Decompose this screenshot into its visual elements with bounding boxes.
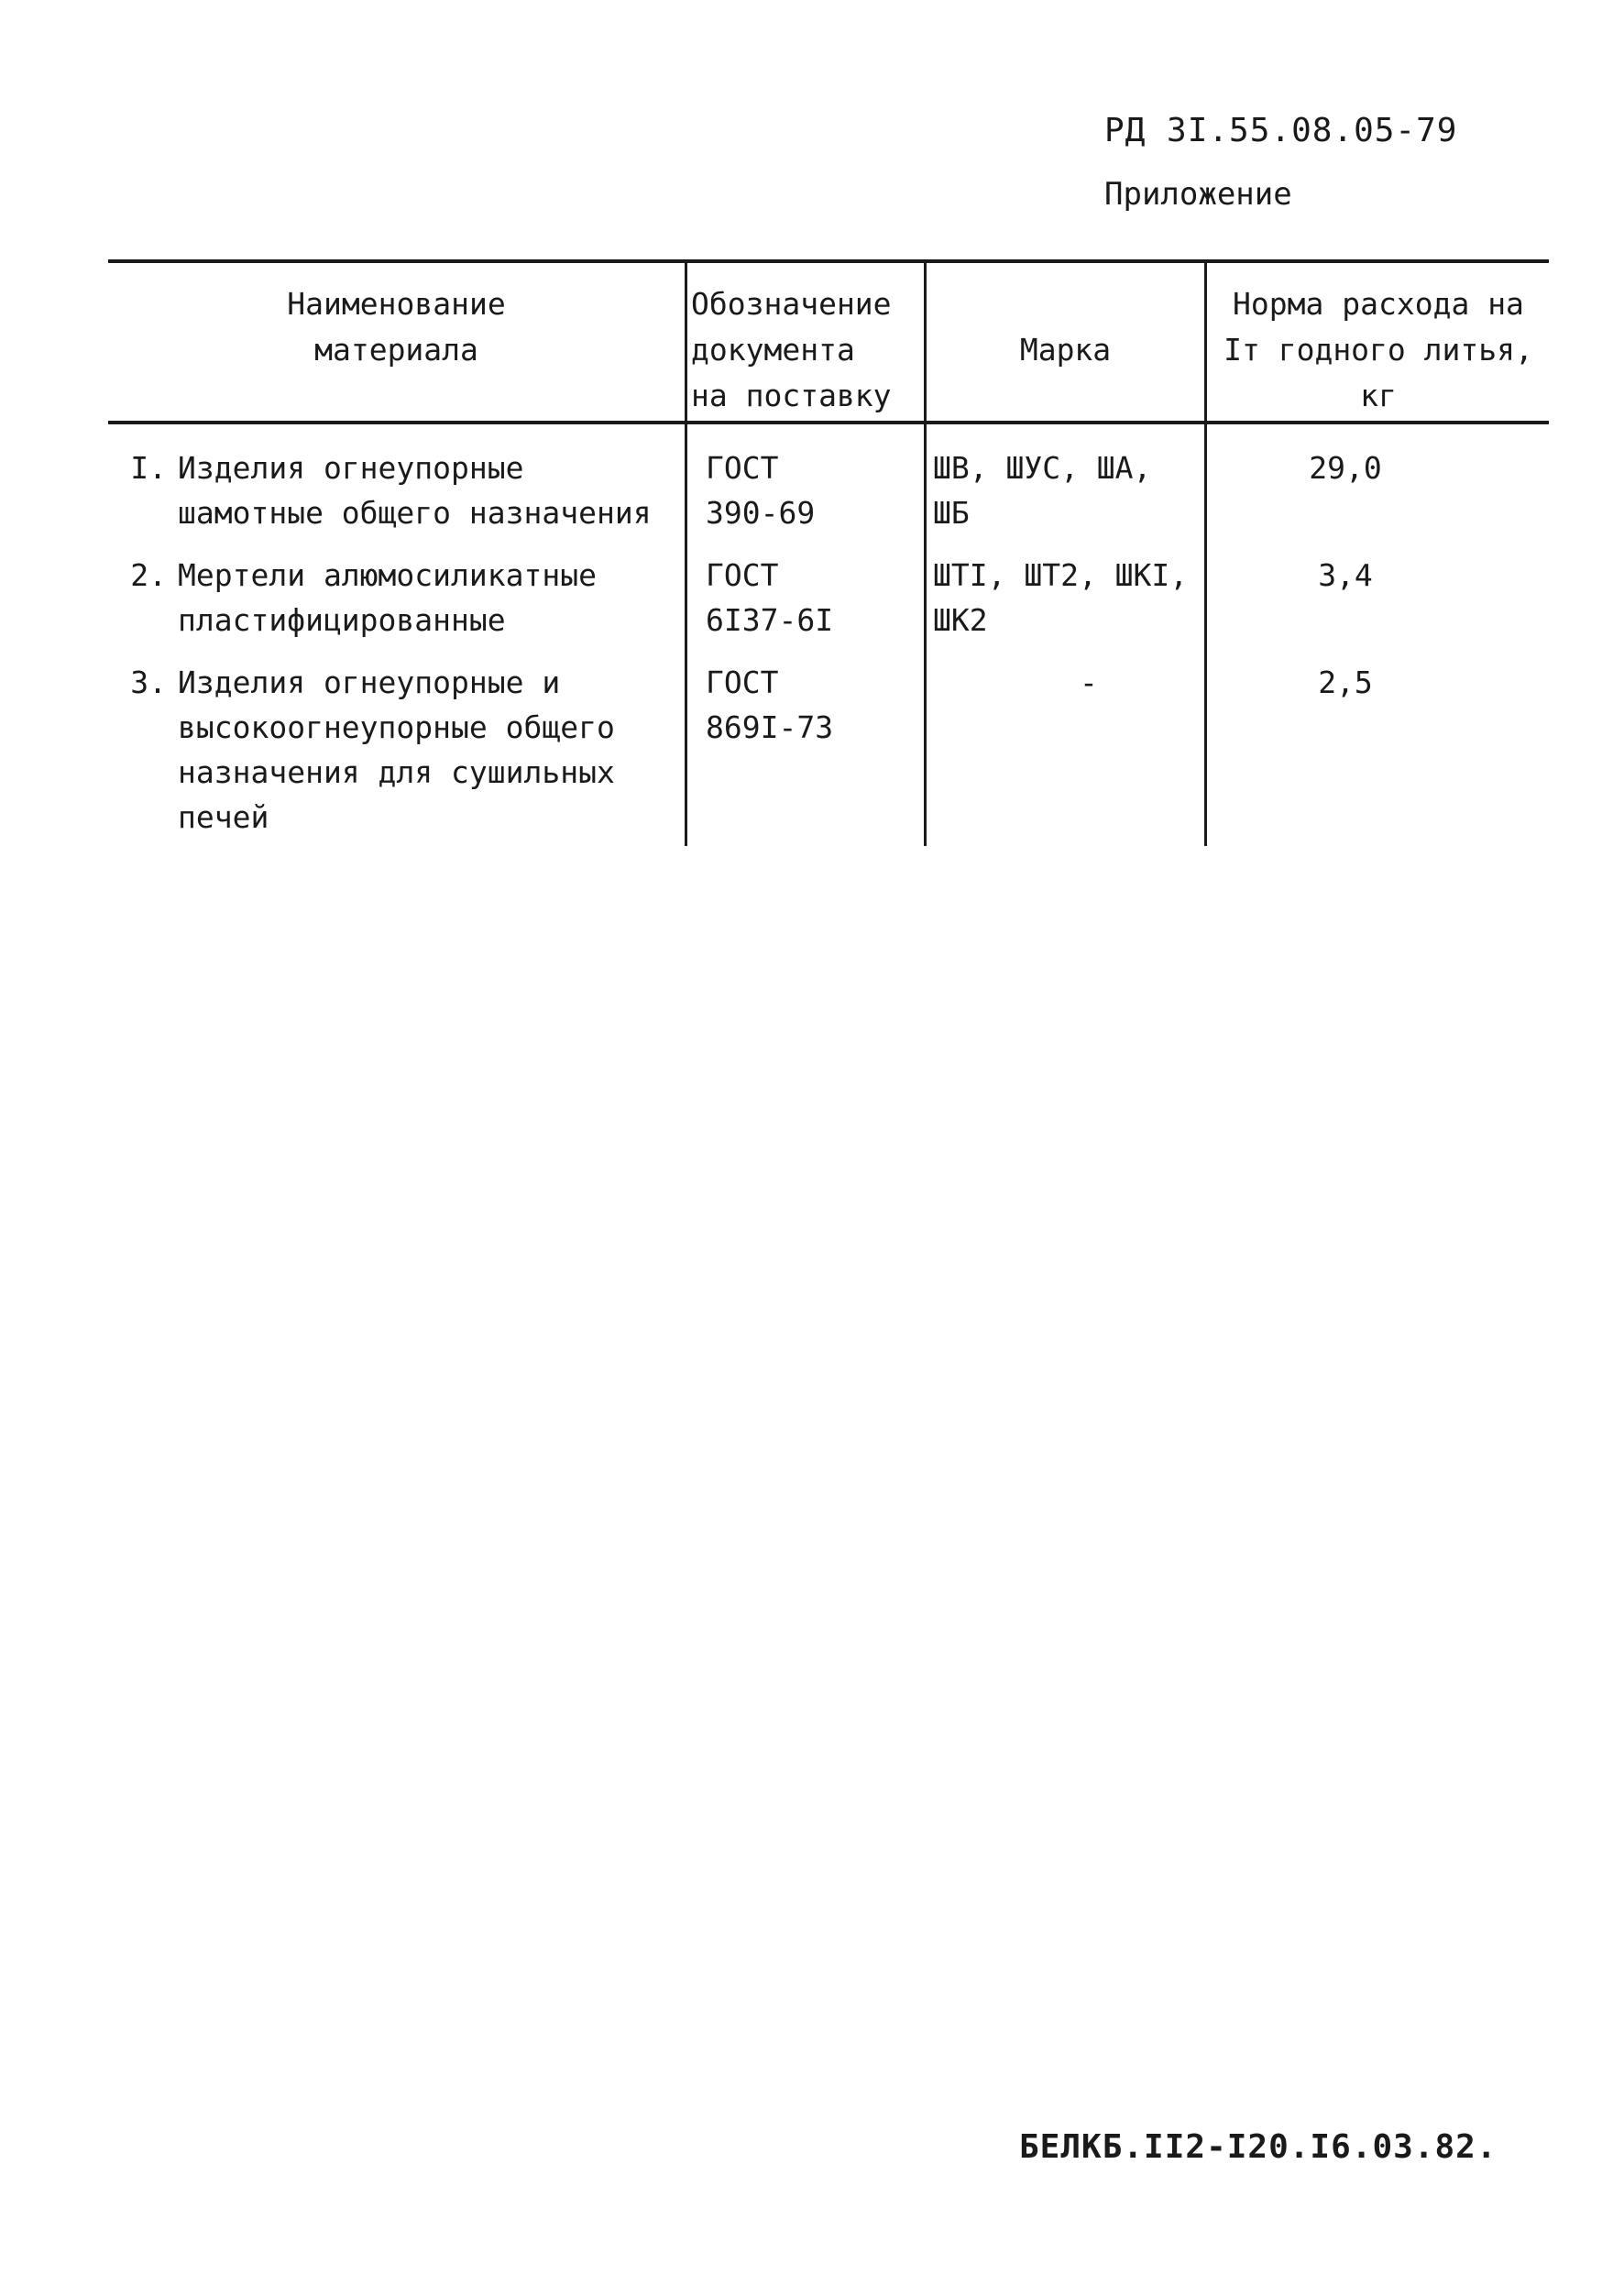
doc-line: 390-69: [706, 495, 816, 531]
column-header-doc: [691, 281, 924, 419]
column-header-line: на поставку: [691, 378, 892, 413]
footer-code: БЕЛКБ.II2-I20.I6.03.82.: [1019, 2128, 1498, 2166]
doc-line: ГОСТ: [706, 665, 779, 700]
column-header-name: [108, 281, 685, 373]
mark-line: ШВ, ШУС, ША,: [933, 450, 1152, 486]
column-header-line: материала: [314, 332, 478, 368]
material-name-line: назначения для сушильных: [178, 754, 615, 790]
column-header-line: Обозначение: [691, 286, 892, 322]
material-name-line: Изделия огнеупорные: [178, 450, 524, 486]
doc-line: 6I37-6I: [706, 602, 834, 638]
table-row-name: [121, 553, 597, 643]
column-divider: [685, 259, 687, 846]
column-header-line: Норма расхода на: [1233, 286, 1524, 322]
mark-line: -: [1080, 665, 1098, 700]
table-row-doc: [706, 445, 815, 535]
table-row-norm: 3,4: [1318, 557, 1373, 593]
table-row-mark: [933, 445, 1151, 535]
table-row-norm: 29,0: [1309, 450, 1382, 486]
column-header-line: кг: [1360, 378, 1397, 413]
table-row-mark: [1080, 660, 1190, 705]
column-header-line: Iт годного литья,: [1223, 332, 1533, 368]
table-row-mark: [933, 553, 1188, 643]
doc-line: ГОСТ: [706, 557, 779, 593]
table-header-rule: [108, 421, 1549, 424]
column-header-line: Марка: [1019, 332, 1112, 368]
column-header-line: документа: [691, 332, 855, 368]
material-name-line: Мертели алюмосиликатные: [178, 557, 597, 593]
mark-line: ШБ: [933, 495, 970, 531]
row-number: 2.: [130, 557, 167, 593]
mark-line: ШТI, ШТ2, ШКI,: [933, 557, 1189, 593]
row-number: I.: [130, 450, 167, 486]
doc-line: 869I-73: [706, 709, 834, 745]
mark-line: ШК2: [933, 602, 988, 638]
column-divider: [1204, 259, 1207, 846]
column-header-line: Наименование: [287, 286, 506, 322]
column-header-mark: [927, 327, 1204, 373]
table-top-rule: [108, 259, 1549, 263]
table-row-name: [121, 445, 652, 535]
materials-table: [108, 259, 1549, 846]
material-name-line: высокоогнеупорные общего: [178, 709, 615, 745]
material-name-line: шамотные общего назначения: [178, 495, 652, 531]
material-name-line: пластифицированные: [178, 602, 506, 638]
table-row-norm: 2,5: [1318, 665, 1373, 700]
table-row-doc: [706, 660, 833, 750]
material-name-line: печей: [178, 799, 269, 835]
row-number: 3.: [130, 665, 167, 700]
doc-line: ГОСТ: [706, 450, 779, 486]
column-header-norm: [1208, 281, 1549, 419]
doc-code: РД 3I.55.08.05-79: [1104, 112, 1458, 149]
table-row-doc: [706, 553, 833, 643]
appendix-label: Приложение: [1104, 176, 1292, 213]
table-row-name: [121, 660, 615, 840]
material-name-line: Изделия огнеупорные и: [178, 665, 561, 700]
